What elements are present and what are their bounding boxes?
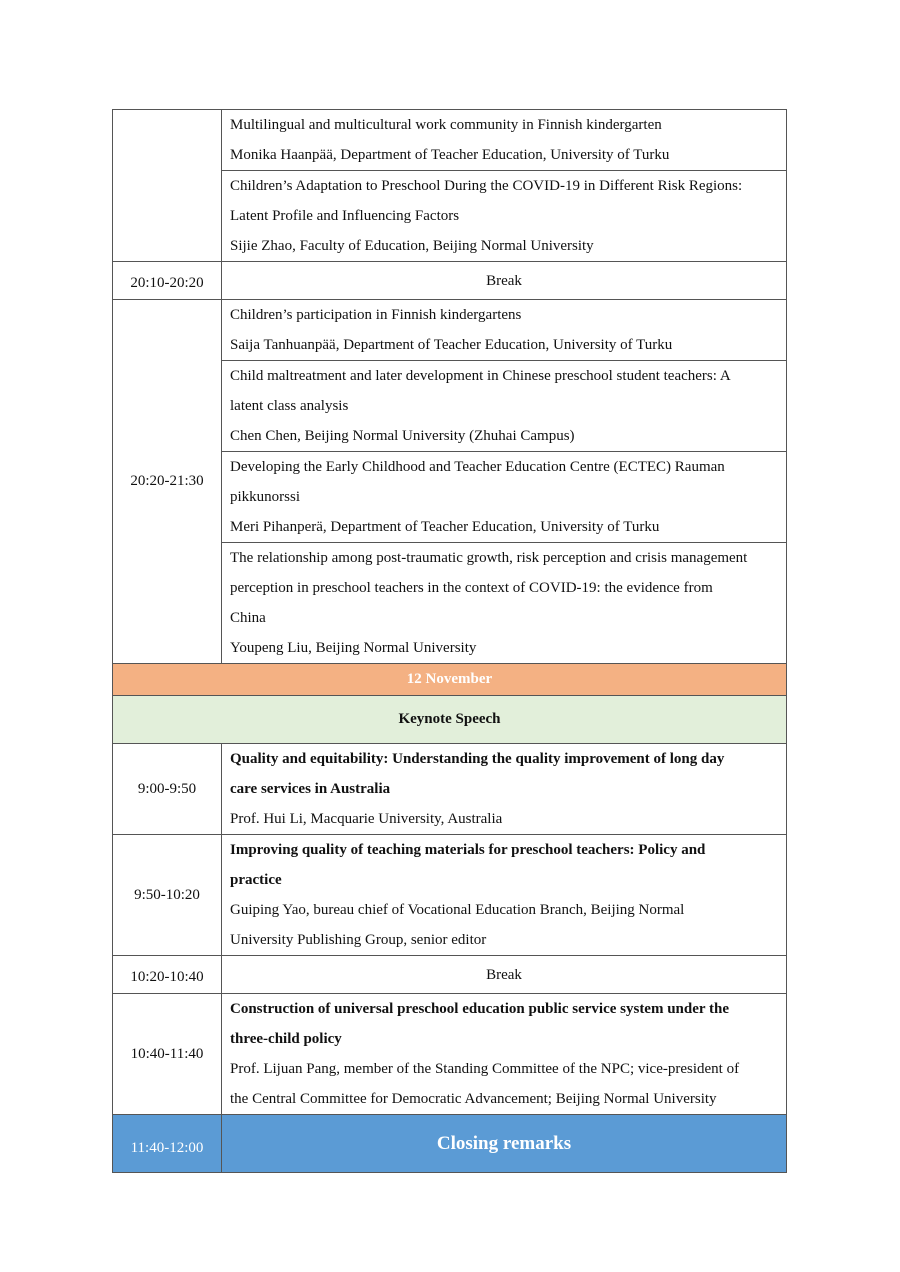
closing-row [113, 1115, 787, 1173]
talk-cell [222, 300, 787, 361]
talk-title: practice [230, 872, 282, 888]
talk-speaker: Meri Pihanperä, Department of Teacher Education, University of Turku [230, 519, 660, 535]
talk-cell [222, 171, 787, 262]
table-row [113, 835, 787, 956]
talk-title: Child maltreatment and later development in Chinese preschool student teachers: A [230, 368, 731, 384]
talk-title: latent class analysis [230, 398, 349, 414]
break-label: Break [486, 272, 522, 289]
time-cell: 10:20-10:40 [113, 956, 222, 994]
talk-cell [222, 361, 787, 452]
talk-speaker: Chen Chen, Beijing Normal University (Zhuhai Campus) [230, 428, 575, 444]
talk-cell [222, 452, 787, 543]
talk-speaker: Youpeng Liu, Beijing Normal University [230, 640, 477, 656]
schedule-table [112, 109, 787, 1173]
talk-title: Developing the Early Childhood and Teacher Education Centre (ECTEC) Rauman [230, 459, 725, 475]
talk-title: The relationship among post-traumatic growth, risk perception and crisis management [230, 550, 748, 566]
talk-speaker: Saija Tanhuanpää, Department of Teacher Education, University of Turku [230, 337, 673, 353]
break-cell [222, 956, 787, 994]
closing-label: Closing remarks [222, 1115, 787, 1173]
talk-speaker: Prof. Hui Li, Macquarie University, Australia [230, 811, 503, 827]
talk-title: Latent Profile and Influencing Factors [230, 208, 460, 224]
talk-speaker: Prof. Lijuan Pang, member of the Standing Committee of the NPC; vice-president of [230, 1061, 740, 1077]
talk-title: three-child policy [230, 1031, 342, 1047]
break-row [113, 956, 787, 994]
talk-speaker: Sijie Zhao, Faculty of Education, Beijing Normal University [230, 238, 594, 254]
time-cell: 20:10-20:20 [113, 262, 222, 300]
time-cell: 11:40-12:00 [113, 1115, 222, 1173]
table-row [113, 994, 787, 1115]
talk-cell [222, 994, 787, 1115]
day-header-row [113, 664, 787, 696]
table-row [113, 300, 787, 361]
talk-speaker: the Central Committee for Democratic Advancement; Beijing Normal University [230, 1091, 717, 1107]
talk-title: Quality and equitability: Understanding the quality improvement of long day [230, 751, 725, 767]
table-row [113, 744, 787, 835]
talk-title: pikkunorssi [230, 489, 301, 505]
talk-title: Construction of universal preschool education public service system under the [230, 1001, 730, 1017]
talk-speaker: Monika Haanpää, Department of Teacher Education, University of Turku [230, 147, 670, 163]
break-cell [222, 262, 787, 300]
keynote-header: Keynote Speech [113, 696, 787, 744]
talk-title: care services in Australia [230, 781, 391, 797]
talk-cell [222, 744, 787, 835]
break-row [113, 262, 787, 300]
talk-title: Children’s Adaptation to Preschool During the COVID-19 in Different Risk Regions: [230, 178, 743, 194]
talk-cell [222, 835, 787, 956]
time-cell: 10:40-11:40 [113, 994, 222, 1115]
keynote-header-row [113, 696, 787, 744]
time-cell: 20:20-21:30 [113, 300, 222, 664]
talk-cell [222, 543, 787, 664]
day-header: 12 November [113, 664, 787, 696]
table-row [113, 110, 787, 171]
talk-title: perception in preschool teachers in the context of COVID-19: the evidence from [230, 580, 713, 596]
talk-title: Children’s participation in Finnish kindergartens [230, 307, 522, 323]
talk-title: Improving quality of teaching materials for preschool teachers: Policy and [230, 842, 706, 858]
talk-title: Multilingual and multicultural work community in Finnish kindergarten [230, 117, 662, 133]
time-cell: 9:00-9:50 [113, 744, 222, 835]
talk-cell [222, 110, 787, 171]
talk-title: China [230, 610, 266, 626]
time-cell: 9:50-10:20 [113, 835, 222, 956]
talk-speaker: Guiping Yao, bureau chief of Vocational Education Branch, Beijing Normal [230, 902, 685, 918]
talk-speaker: University Publishing Group, senior editor [230, 932, 487, 948]
break-label: Break [486, 966, 522, 983]
time-cell [113, 110, 222, 262]
